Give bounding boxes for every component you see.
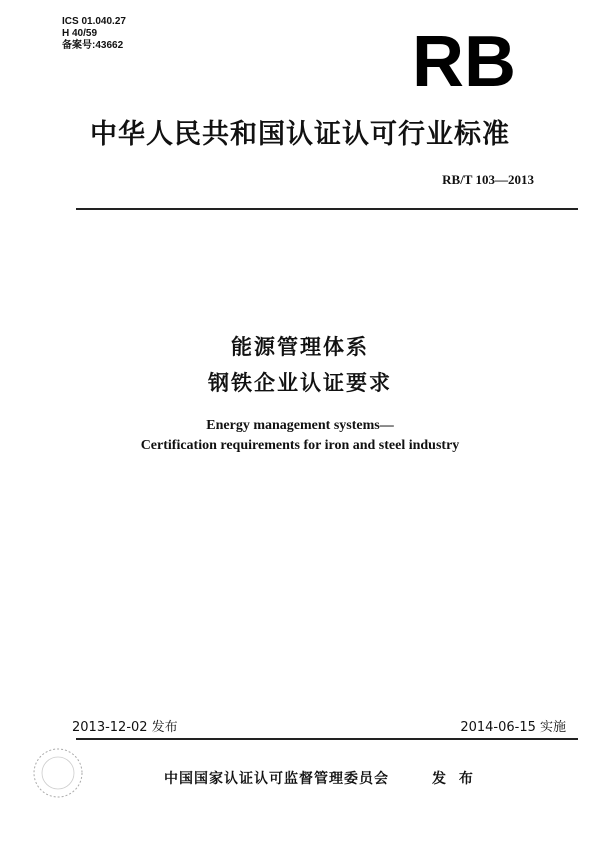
watermark-stamp-icon [30, 745, 86, 801]
bottom-divider [76, 738, 578, 740]
standard-code: RB/T 103—2013 [442, 172, 534, 187]
rb-logo [412, 22, 532, 92]
ics-code: ICS 01.040.27 [62, 16, 126, 27]
title-cn-line1: 能源管理体系 [231, 335, 369, 359]
title-en-line1: Energy management systems— [206, 418, 394, 433]
record-number: 备案号:43662 [62, 40, 124, 51]
top-divider [76, 208, 578, 210]
issuing-authority: 中国国家认证认可监督管理委员会 [164, 771, 389, 787]
effective-date: 2014-06-15 实施 [460, 720, 566, 735]
publish-label: 发 布 [432, 771, 477, 787]
classification-block [62, 16, 126, 52]
ccs-code: H 40/59 [62, 28, 98, 39]
title-cn-line2: 钢铁企业认证要求 [208, 371, 392, 395]
rb-logo-text: RB [412, 22, 516, 92]
title-en-line2: Certification requirements for iron and steel industry [140, 438, 460, 453]
standard-type-title: 中华人民共和国认证认可行业标准 [90, 119, 510, 150]
issue-date: 2013-12-02 发布 [72, 720, 178, 735]
